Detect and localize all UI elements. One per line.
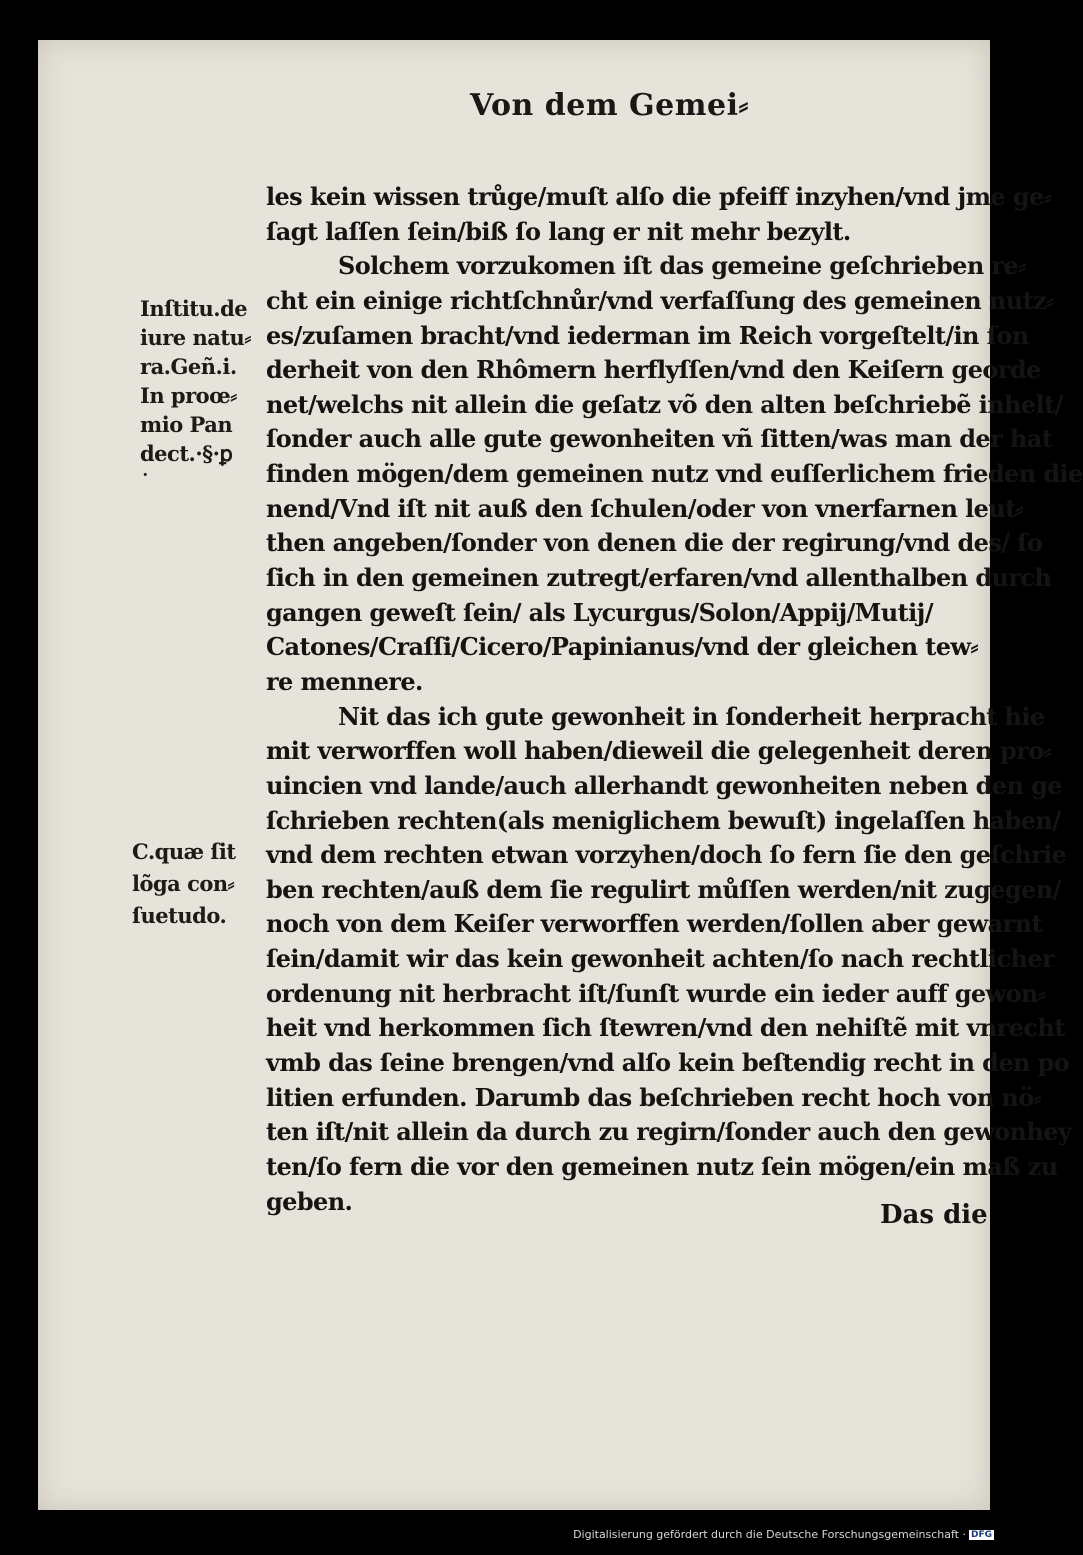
text-line: les kein wissen trůge/muſt alſo die pfeiff inzyhen/vnd jme ge⸗ (266, 182, 1052, 211)
margin-note-line: ˙ (140, 470, 150, 495)
text-line: noch von dem Keiſer verworffen werden/ſollen aber gewarnt (266, 909, 1042, 939)
dfg-logo: DFG (970, 1530, 992, 1540)
text-line: ſonder auch alle gute gewonheiten vñ ſitten/was man der hat (266, 424, 1053, 454)
margin-note-line: ſuetudo. (132, 903, 227, 928)
text-line: Nit das ich gute gewonheit in ſonderheit herpracht hie (338, 701, 1045, 731)
text-line: ten iſt/nit allein da durch zu regirn/ſonder auch den gewonhey (266, 1117, 1072, 1147)
text-line: ordenung nit herbracht iſt/ſunſt wurde ein ieder auff gewon⸗ (266, 978, 1046, 1008)
margin-note-line: C.quæ ſit (132, 839, 236, 864)
text-line: ten/ſo fern die vor den gemeinen nutz ſein mögen/ein maß zu (266, 1151, 1058, 1181)
text-line: mit verworffen woll haben/dieweil die gelegenheit deren pro⸗ (266, 736, 1051, 766)
text-line: ben rechten/auß dem ſie regulirt můſſen werden/nit zugegen/ (266, 874, 1061, 904)
text-line: geben. (266, 1186, 353, 1216)
margin-note-line: dect.·§·ꝑ (140, 441, 233, 466)
margin-note-consuetudo (132, 836, 236, 932)
text-line: Solchem vorzukomen iſt das gemeine geſchrieben re⸗ (338, 251, 1026, 281)
running-head: Von dem Gemei⸗ (470, 88, 749, 123)
catchword: Das die (880, 1200, 988, 1230)
text-line: uincien vnd lande/auch allerhandt gewonheiten neben den ge (266, 770, 1062, 800)
digitization-credit (573, 1528, 994, 1541)
text-line: ſich in den gemeinen zutregt/erfaren/vnd allenthalben durch (266, 563, 1052, 593)
text-line: cht ein einige richtſchnůr/vnd verfaſſung des gemeinen nutz⸗ (266, 285, 1054, 315)
text-line: ſagt laſſen ſein/biß ſo lang er nit mehr bezylt. (266, 216, 851, 246)
text-line: finden mögen/dem gemeinen nutz vnd euſſerlichem frieden die (266, 459, 1083, 489)
text-line: heit vnd herkommen ſich ſtewren/vnd den nehiſtẽ mit vnrecht (266, 1013, 1065, 1043)
margin-note-line: mio Pan (140, 412, 233, 437)
text-line: derheit von den Rhômern herflyſſen/vnd den Keiſern georde (266, 355, 1041, 385)
text-line: Catones/Craſſi/Cicero/Papinianus/vnd der gleichen tew⸗ (266, 632, 978, 662)
text-line: ſein/damit wir das kein gewonheit achten/ſo nach rechtlicher (266, 944, 1055, 974)
text-line: re mennere. (266, 666, 423, 696)
text-line: gangen geweſt ſein/ als Lycurgus/Solon/Appij/Mutij/ (266, 597, 933, 627)
text-line: es/zuſamen bracht/vnd iederman im Reich vorgeſtelt/in ſon (266, 320, 1029, 350)
credit-text: Digitalisierung gefördert durch die Deutsche Forschungsgemeinschaft · (573, 1528, 966, 1541)
text-line: vmb das ſeine brengen/vnd alſo kein beſtendig recht in den po (266, 1048, 1070, 1078)
margin-note-line: In proœ⸗ (140, 383, 237, 408)
text-line: then angeben/ſonder von denen die der regirung/vnd des/ ſo (266, 528, 1043, 558)
text-line: net/welchs nit allein die geſatz võ den alten beſchriebẽ inhelt/ (266, 389, 1063, 419)
text-line: nend/Vnd iſt nit auß den ſchulen/oder von vnerfarnen leut⸗ (266, 493, 1023, 523)
main-text-block (266, 180, 1083, 1219)
text-line: vnd dem rechten etwan vorzyhen/doch ſo fern ſie den geſchrie (266, 840, 1067, 870)
margin-note-line: Inſtitu.de (140, 296, 248, 321)
margin-note-line: lõga con⸗ (132, 871, 235, 896)
margin-note-line: ra.Geñ.i. (140, 354, 237, 379)
text-line: litien erfunden. Darumb das beſchrieben recht hoch von nö⸗ (266, 1082, 1042, 1112)
text-line: ſchrieben rechten(als meniglichem bewuſt) ingelaſſen haben/ (266, 805, 1061, 835)
margin-note-institutes (140, 294, 251, 497)
margin-note-line: iure natu⸗ (140, 325, 251, 350)
